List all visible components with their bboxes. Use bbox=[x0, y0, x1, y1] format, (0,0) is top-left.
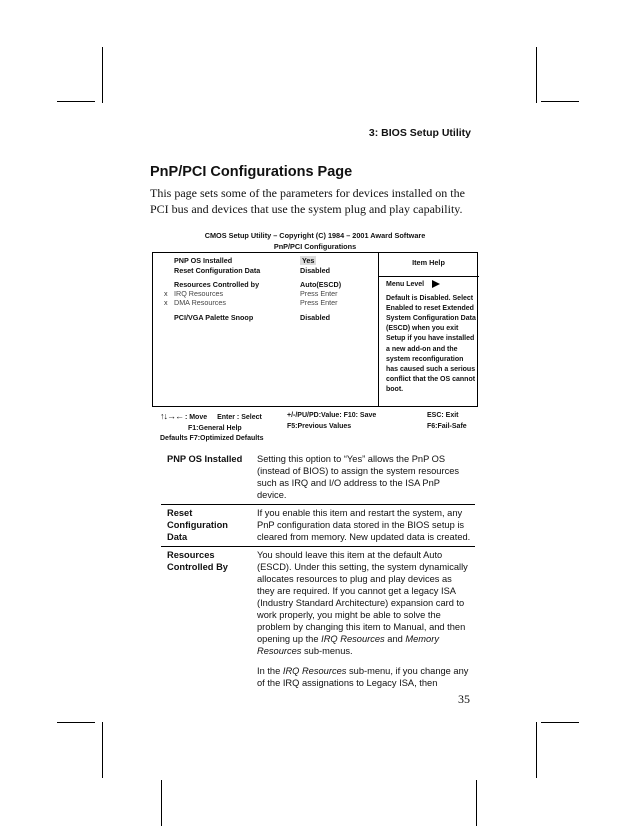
key-move: : Move bbox=[184, 414, 208, 421]
key-optimized-defaults: Defaults F7:Optimized Defaults bbox=[160, 435, 264, 442]
bios-item-label: Reset Configuration Data bbox=[174, 266, 261, 275]
chapter-header: 3: BIOS Setup Utility bbox=[368, 127, 471, 139]
text-run: In the bbox=[257, 666, 281, 676]
key-move-row bbox=[160, 411, 263, 424]
emphasis: Memory Resources bbox=[257, 634, 439, 656]
key-previous-values: F5:Previous Values bbox=[287, 422, 352, 430]
bios-page-name: PnP/PCI Configurations bbox=[273, 241, 357, 251]
unavailable-mark: x bbox=[164, 298, 168, 307]
help-title-divider bbox=[378, 276, 479, 277]
crop-mark-bottom-left-vertical bbox=[102, 722, 103, 778]
page-number: 35 bbox=[458, 692, 470, 706]
text-run: sub-menu, if you change any of the IRQ assignations to Legacy ISA, then bbox=[257, 666, 469, 688]
crop-mark-top-right-vertical bbox=[536, 47, 537, 103]
key-fail-safe: F6:Fail-Safe bbox=[427, 422, 467, 430]
text-run: You should leave this item at the default Auto (ESCD). Under this setting, the system dynamically allocates resources to plug and play devices as they are required. If you cannot get a legacy ISA (Industry Standard Architecture) expansion card to work properly, you might be able to solve the problem by changing this item to Manual, and then opening up the bbox=[257, 550, 468, 644]
bios-item-label: DMA Resources bbox=[174, 298, 226, 307]
text-run: sub-menus. bbox=[304, 646, 353, 656]
arrow-keys-icon: ↑↓→← bbox=[160, 411, 183, 421]
emphasis: IRQ Resources bbox=[282, 666, 347, 676]
bios-item-value[interactable]: Disabled bbox=[300, 266, 330, 275]
bios-item-value[interactable]: Auto(ESCD) bbox=[300, 280, 342, 289]
item-help-text: Default is Disabled. Select Enabled to reset Extended System Configuration Data (ESCD) when you exit Setup if you have installed a new add-on and the system reconfiguration has caused such a serious conflict that the OS cannot boot. bbox=[386, 295, 476, 393]
bios-item-label: PCI/VGA Palette Snoop bbox=[174, 313, 254, 322]
bios-item-label: Resources Controlled by bbox=[174, 280, 260, 289]
bios-item-label: IRQ Resources bbox=[174, 289, 224, 298]
description-paragraph bbox=[257, 549, 471, 657]
bios-item-value[interactable]: Yes bbox=[302, 256, 315, 265]
bios-item-value: Press Enter bbox=[300, 298, 338, 307]
setting-description: If you enable this item and restart the system, any PnP configuration data stored in the BIOS setup is cleared from memory. New updated data is created. bbox=[257, 508, 471, 542]
bios-copyright-line: CMOS Setup Utility – Copyright (C) 1984 – 2001 Award Software bbox=[204, 231, 426, 240]
key-esc-exit: ESC: Exit bbox=[427, 412, 459, 419]
bios-screen-title bbox=[150, 231, 480, 252]
text-run: and bbox=[387, 634, 403, 644]
page-title: PnP/PCI Configurations Page bbox=[150, 164, 353, 180]
setting-name: PNP OS Installed bbox=[167, 454, 243, 464]
crop-mark-top-left-vertical bbox=[102, 47, 103, 103]
bios-screen bbox=[152, 252, 478, 407]
bios-item-value: Press Enter bbox=[300, 289, 338, 298]
unavailable-mark: x bbox=[164, 289, 168, 298]
table-row bbox=[161, 451, 475, 505]
settings-description-table bbox=[161, 451, 475, 692]
setting-name: Reset Configuration Data bbox=[167, 508, 228, 542]
emphasis: IRQ Resources bbox=[321, 634, 385, 644]
setting-name: Resources Controlled By bbox=[167, 550, 228, 572]
crop-mark-top-right-horizontal bbox=[541, 101, 579, 102]
table-row bbox=[161, 505, 475, 547]
crop-mark-bottom-left-horizontal bbox=[57, 722, 95, 723]
key-legend-col3 bbox=[427, 411, 467, 432]
bios-item-label: PNP OS Installed bbox=[174, 256, 233, 265]
key-legend-col2 bbox=[287, 411, 376, 432]
crop-mark-bottom-right-horizontal bbox=[541, 722, 579, 723]
key-value-save: +/-/PU/PD:Value: F10: Save bbox=[287, 412, 377, 419]
crop-mark-top-left-horizontal bbox=[57, 101, 95, 102]
intro-paragraph: This page sets some of the parameters for devices installed on the PCI bus and devices that use the system plug and play capability. bbox=[150, 186, 465, 216]
key-enter-select: Enter : Select bbox=[217, 414, 262, 421]
crop-mark-bottom-right-vertical bbox=[536, 722, 537, 778]
menu-level-label: Menu Level bbox=[386, 281, 425, 288]
item-help-title: Item Help bbox=[412, 258, 445, 267]
key-legend-col1 bbox=[160, 411, 263, 445]
setting-description bbox=[251, 547, 475, 693]
description-paragraph bbox=[257, 665, 471, 689]
bios-item-value[interactable]: Disabled bbox=[300, 313, 330, 322]
setting-description: Setting this option to “Yes” allows the PnP OS (instead of BIOS) to assign the system resources such as IRQ and I/O address to the ISA PnP device. bbox=[257, 454, 460, 500]
menu-level-row bbox=[386, 280, 476, 290]
crop-mark-bottom-center-right bbox=[476, 780, 477, 826]
item-help-panel bbox=[386, 280, 476, 395]
key-general-help: F1:General Help bbox=[188, 424, 242, 432]
crop-mark-bottom-center-left bbox=[161, 780, 162, 826]
menu-level-arrow-icon bbox=[432, 280, 440, 288]
table-row bbox=[161, 547, 475, 693]
